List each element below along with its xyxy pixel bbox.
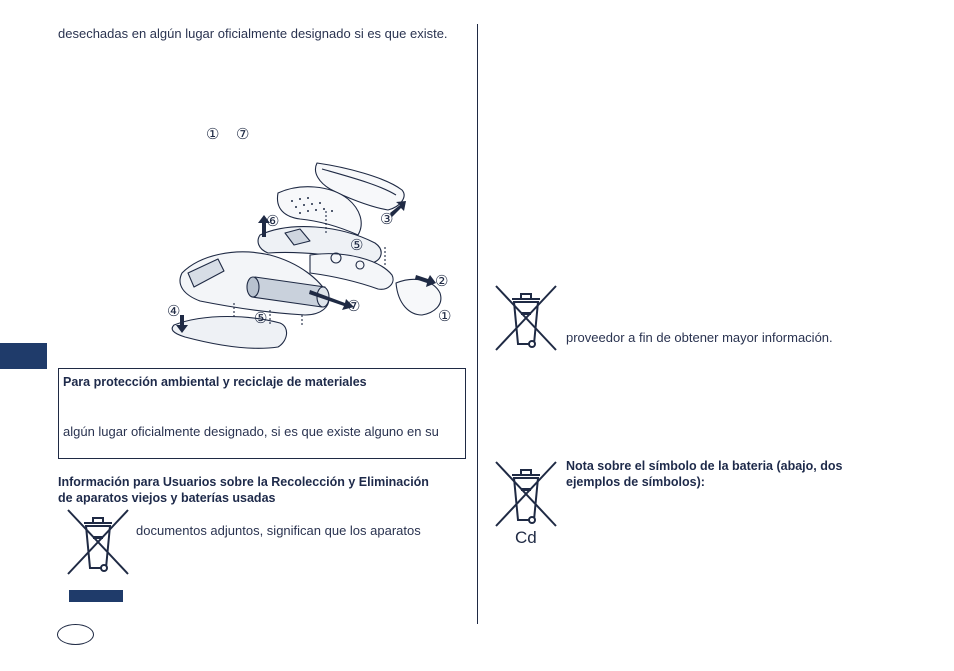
- callout-7: ⑦: [347, 298, 361, 315]
- callout-3: ③: [380, 211, 394, 228]
- weee-heading-line1: Información para Usuarios sobre la Recolección y Eliminación: [58, 475, 429, 489]
- shaver-exploded-diagram: [160, 155, 460, 360]
- crossed-bin-icon: [66, 508, 130, 576]
- notice-box-title: Para protección ambiental y reciclaje de materiales: [63, 375, 367, 389]
- crossed-bin-icon: [494, 460, 558, 528]
- bin-text: proveedor a fin de obtener mayor información.: [566, 330, 833, 345]
- side-language-tab: [0, 343, 47, 369]
- crossed-bin-icon: [494, 284, 558, 352]
- battery-note-line1: Nota sobre el símbolo de la bateria (abajo, dos: [566, 459, 843, 473]
- callout-2: ②: [435, 273, 449, 290]
- weee-body: documentos adjuntos, significan que los aparatos: [136, 523, 421, 538]
- step-to: ⑦: [236, 126, 250, 143]
- language-bar: [69, 590, 123, 602]
- column-divider: [477, 24, 478, 624]
- text-line-top: desechadas en algún lugar oficialmente designado si es que existe.: [58, 26, 448, 41]
- callout-1: ①: [438, 308, 452, 325]
- notice-box-body: algún lugar oficialmente designado, si es que existe alguno en su: [63, 424, 439, 439]
- callout-5-bottom: ⑤: [254, 310, 268, 327]
- callout-4: ④: [167, 303, 181, 320]
- battery-note-line2: ejemplos de símbolos):: [566, 475, 705, 489]
- callout-5-top: ⑤: [350, 237, 364, 254]
- weee-heading-line2: de aparatos viejos y baterías usadas: [58, 491, 276, 505]
- step-from: ①: [206, 126, 220, 143]
- callout-6: ⑥: [266, 213, 280, 230]
- page-number-oval: [57, 624, 94, 645]
- battery-symbol-label: Cd: [515, 528, 537, 547]
